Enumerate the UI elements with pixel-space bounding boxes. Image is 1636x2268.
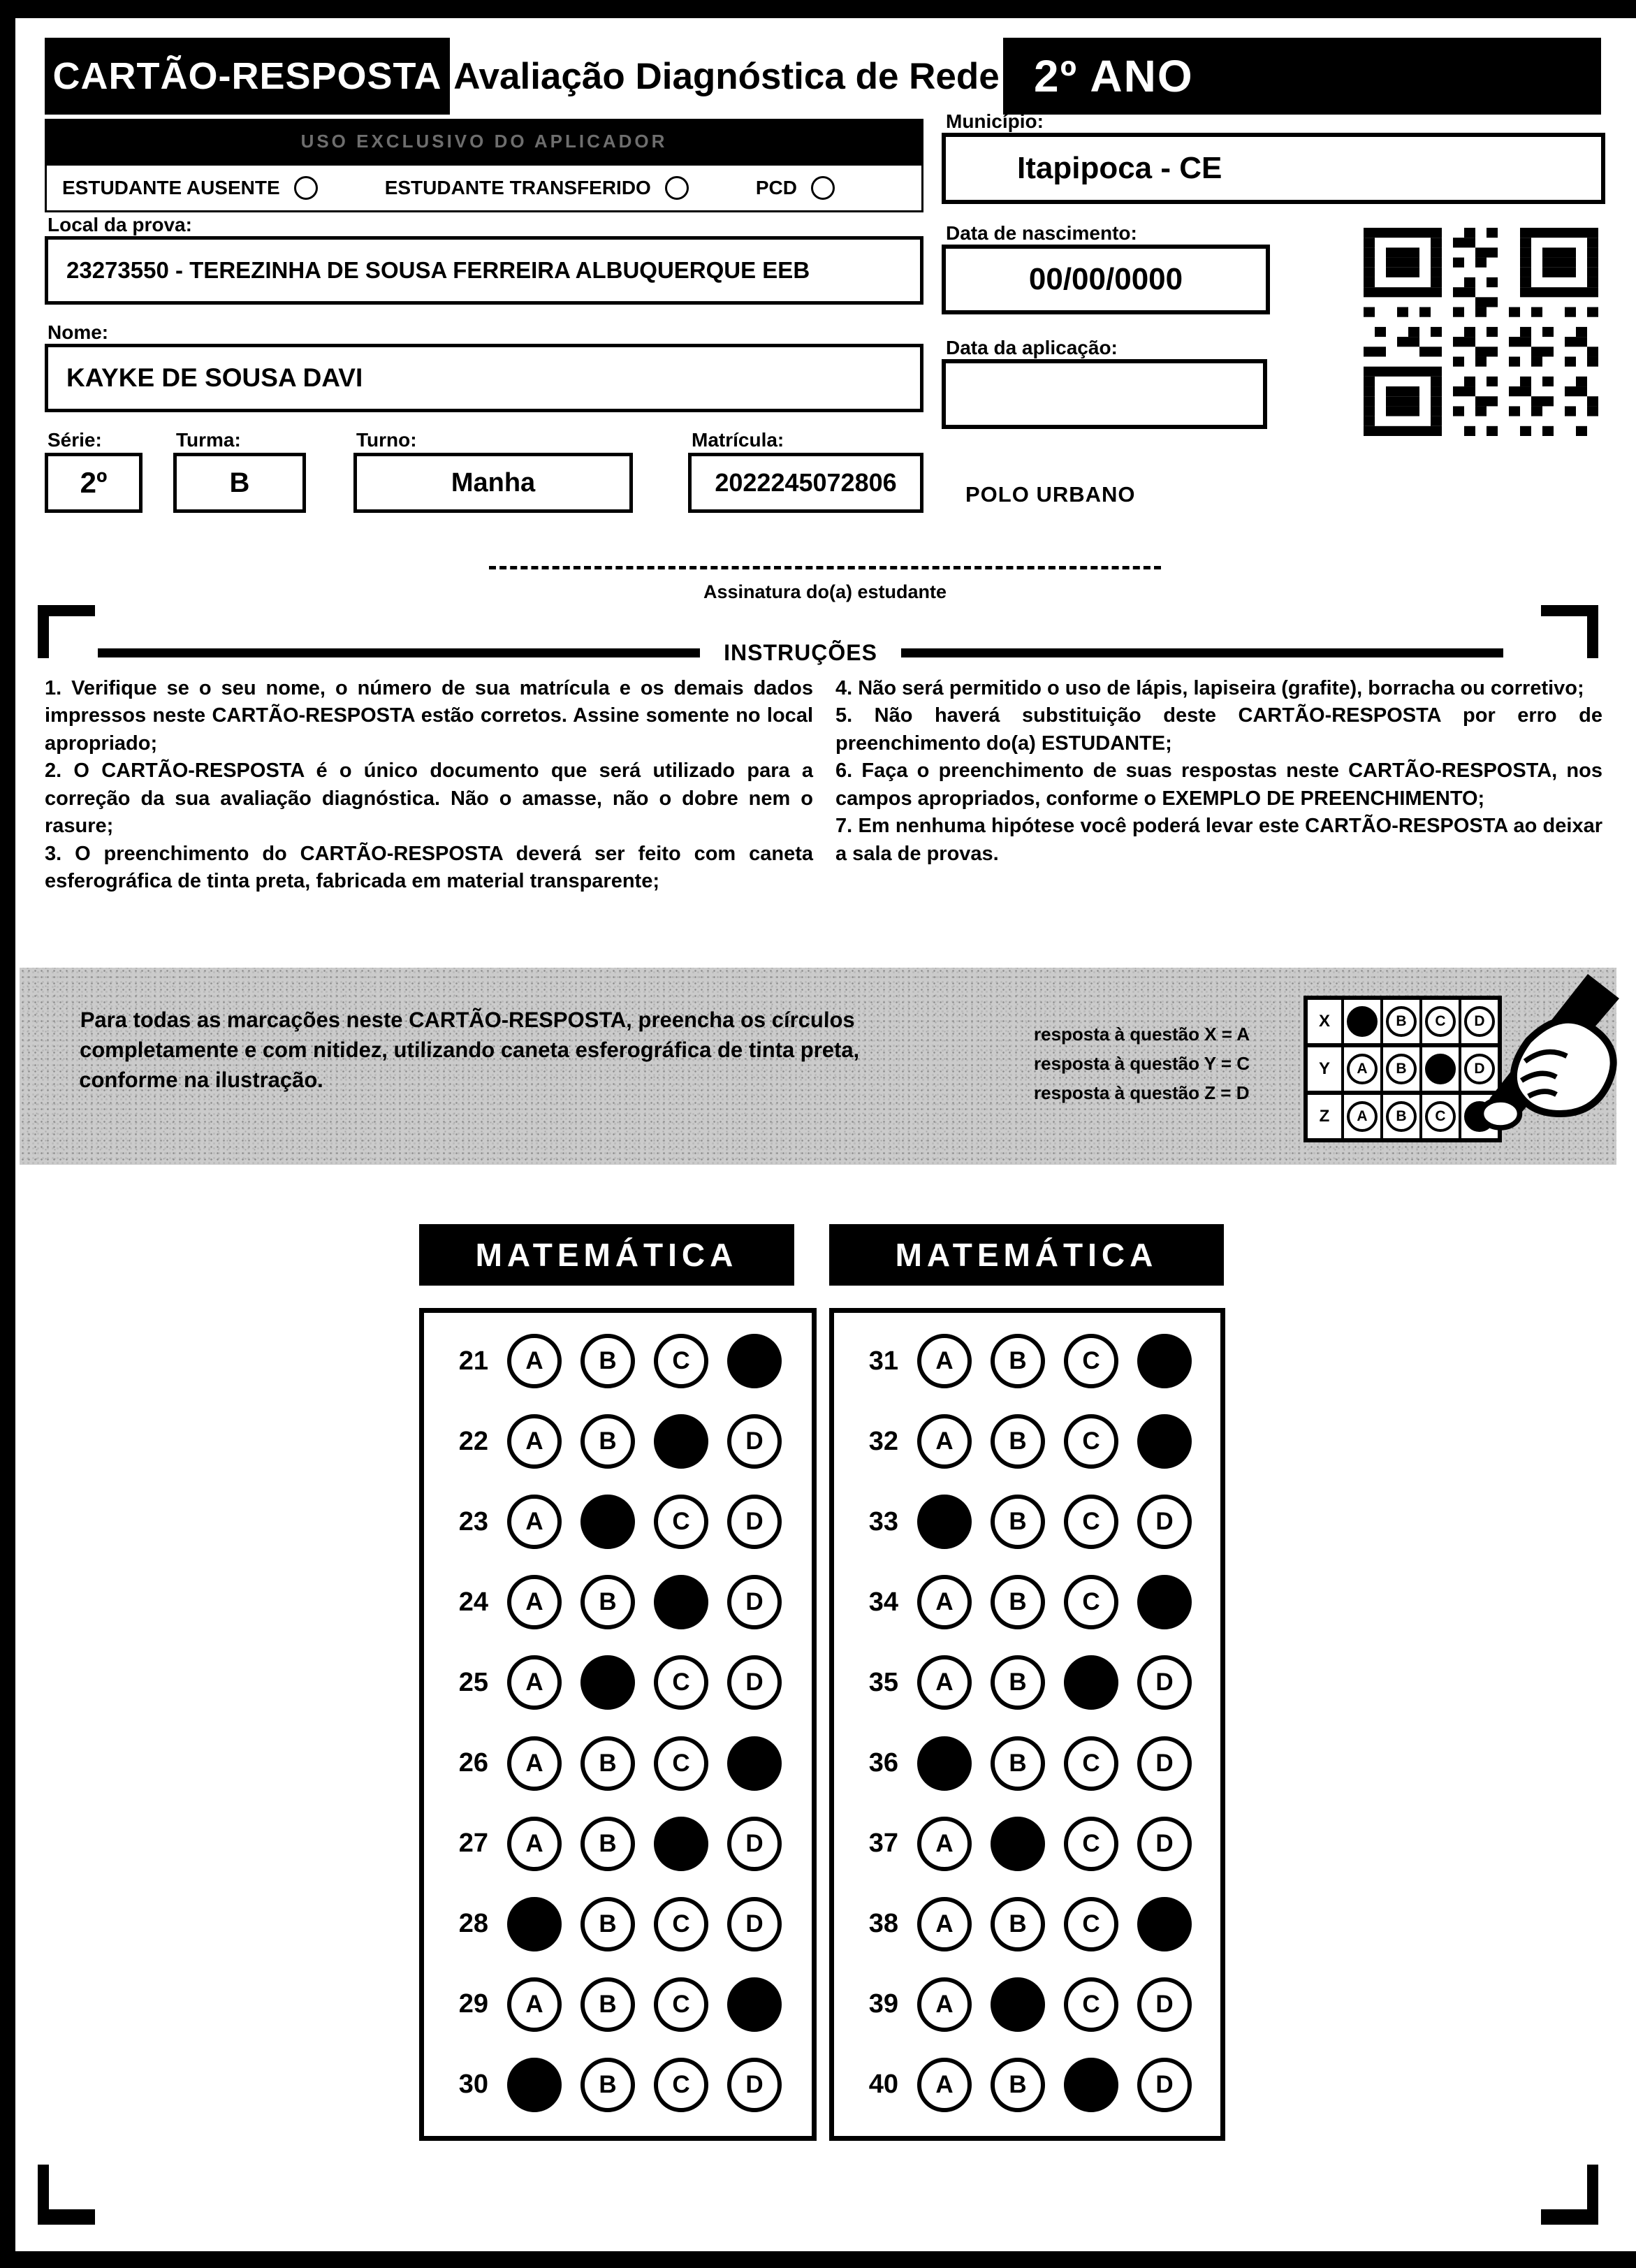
bubble-letter: A <box>935 1347 954 1374</box>
bubble-letter: B <box>599 2070 617 2098</box>
answer-row-22 <box>444 1414 805 1469</box>
bubble-27-d[interactable] <box>727 1817 782 1871</box>
bubble-36-d[interactable] <box>1137 1736 1192 1791</box>
bubble-37-a[interactable] <box>917 1817 972 1871</box>
instructions-header <box>45 640 1601 665</box>
question-number: 24 <box>458 1587 488 1617</box>
bubble-40-b[interactable] <box>991 2058 1045 2112</box>
bubble-letter: B <box>1009 1910 1027 1938</box>
example-bubble-z-c: C <box>1425 1101 1456 1132</box>
turno-label: Turno: <box>356 429 417 451</box>
scan-edge-left <box>0 0 15 2268</box>
applicator-option-estudante-ausente <box>62 176 318 200</box>
answer-row-23 <box>444 1495 805 1549</box>
bubble-30-d[interactable] <box>727 2058 782 2112</box>
polo-urbano-label: POLO URBANO <box>965 482 1136 507</box>
instructions-column-left <box>45 675 813 896</box>
bubble-letter: D <box>1155 1669 1174 1696</box>
question-number: 34 <box>868 1587 898 1617</box>
bubble-26-c[interactable] <box>654 1736 708 1791</box>
bubble-letter: B <box>599 1588 617 1616</box>
bubble-35-d[interactable] <box>1137 1655 1192 1710</box>
answer-row-40 <box>854 2058 1213 2112</box>
bubble-letter: A <box>525 1749 543 1777</box>
bubble-letter: B <box>599 1910 617 1938</box>
question-number: 23 <box>458 1506 488 1536</box>
bubble-letter: B <box>1009 1669 1027 1696</box>
estudante-ausente-circle[interactable] <box>294 176 318 200</box>
bubble-36-a[interactable] <box>917 1736 972 1791</box>
bubble-32-d[interactable] <box>1137 1414 1192 1469</box>
bubble-letter: A <box>525 1588 543 1616</box>
question-number: 25 <box>458 1667 488 1697</box>
answer-row-31 <box>854 1334 1213 1388</box>
example-bubble-x-b: B <box>1386 1006 1417 1037</box>
bubble-33-a[interactable] <box>917 1495 972 1549</box>
bubble-letter: A <box>525 1508 543 1536</box>
example-bubble-y-b: B <box>1386 1054 1417 1084</box>
bubble-37-c[interactable] <box>1064 1817 1118 1871</box>
answer-row-30 <box>444 2058 805 2112</box>
grade-label: 2º ANO <box>1034 51 1194 101</box>
bubble-24-d[interactable] <box>727 1575 782 1629</box>
bubble-36-b[interactable] <box>991 1736 1045 1791</box>
matricula-value: 2022245072806 <box>688 453 923 513</box>
bubble-letter: A <box>525 1427 543 1455</box>
answer-row-37 <box>854 1817 1213 1871</box>
nascimento-label: Data de nascimento: <box>946 222 1137 244</box>
bubble-30-b[interactable] <box>580 2058 635 2112</box>
bubble-38-c[interactable] <box>1064 1897 1118 1951</box>
instruction-item: 7. Em nenhuma hipótese você poderá levar este CARTÃO-RESPOSTA ao deixar a sala de provas. <box>835 815 1602 865</box>
bubble-letter: A <box>525 1669 543 1696</box>
answers-grid-31-40 <box>829 1308 1225 2141</box>
local-da-prova-label: Local da prova: <box>48 214 192 235</box>
municipio-value: Itapipoca - CE <box>942 133 1605 204</box>
bubble-39-a[interactable] <box>917 1977 972 2032</box>
bubble-23-b[interactable] <box>580 1495 635 1549</box>
question-number: 26 <box>458 1748 488 1778</box>
bubble-28-a[interactable] <box>507 1897 562 1951</box>
example-bubble-x-d: D <box>1464 1006 1495 1037</box>
example-cell <box>1380 1000 1419 1043</box>
bubble-letter: B <box>599 1347 617 1374</box>
bubble-31-c[interactable] <box>1064 1334 1118 1388</box>
bubble-letter: B <box>1009 1427 1027 1455</box>
example-bubble-z-a: A <box>1347 1101 1378 1132</box>
fill-example-text: Para todas as marcações neste CARTÃO-RESPOSTA, preencha os círculos completamente e com nitidez, utilizando caneta esferográfica de tinta preta, conforme na ilustração. <box>78 1008 860 1092</box>
pcd-circle[interactable] <box>811 176 835 200</box>
fill-example-legend-line: resposta à questão Z = D <box>1034 1082 1250 1104</box>
question-number: 32 <box>868 1426 898 1456</box>
bubble-26-b[interactable] <box>580 1736 635 1791</box>
example-bubble-y-d: D <box>1464 1054 1495 1084</box>
bubble-34-b[interactable] <box>991 1575 1045 1629</box>
nome-value: KAYKE DE SOUSA DAVI <box>45 344 923 412</box>
scan-edge-bottom <box>0 2251 1636 2268</box>
bubble-letter: D <box>1155 1508 1174 1536</box>
bubble-letter: B <box>599 1427 617 1455</box>
bubble-33-d[interactable] <box>1137 1495 1192 1549</box>
bubble-letter: D <box>745 1669 764 1696</box>
bubble-letter: D <box>1155 2070 1174 2098</box>
instruction-item: 2. O CARTÃO-RESPOSTA é o único documento que será utilizado para a correção da sua avaliação diagnóstica. Não o amasse, não o dobre nem o rasure; <box>45 759 813 838</box>
bubble-37-d[interactable] <box>1137 1817 1192 1871</box>
answer-row-34 <box>854 1575 1213 1629</box>
bubble-29-b[interactable] <box>580 1977 635 2032</box>
answer-row-27 <box>444 1817 805 1871</box>
bubble-27-b[interactable] <box>580 1817 635 1871</box>
bubble-letter: B <box>599 1749 617 1777</box>
bubble-letter: C <box>672 1508 690 1536</box>
bubble-letter: D <box>745 1588 764 1616</box>
aplicacao-label: Data da aplicação: <box>946 337 1118 358</box>
bubble-25-d[interactable] <box>727 1655 782 1710</box>
bubble-letter: C <box>672 1669 690 1696</box>
bubble-34-d[interactable] <box>1137 1575 1192 1629</box>
instruction-item: 4. Não será permitido o uso de lápis, lapiseira (grafite), borracha ou corretivo; <box>835 677 1584 699</box>
bubble-38-b[interactable] <box>991 1897 1045 1951</box>
bubble-letter: C <box>672 1990 690 2018</box>
applicator-bar: USO EXCLUSIVO DO APLICADOR <box>45 119 923 163</box>
bubble-31-d[interactable] <box>1137 1334 1192 1388</box>
exam-title: Avaliação Diagnóstica de Rede <box>450 38 1003 115</box>
bubble-letter: A <box>935 1829 954 1857</box>
bubble-29-c[interactable] <box>654 1977 708 2032</box>
example-row-label: Y <box>1318 1059 1330 1078</box>
corner-mark-bottom-left <box>38 2165 95 2225</box>
bubble-letter: B <box>1009 1749 1027 1777</box>
instruction-item: 6. Faça o preenchimento de suas respostas neste CARTÃO-RESPOSTA, nos campos apropriados, conforme o EXEMPLO DE PREENCHIMENTO; <box>835 759 1602 810</box>
bubble-40-a[interactable] <box>917 2058 972 2112</box>
bubble-21-b[interactable] <box>580 1334 635 1388</box>
bubble-34-a[interactable] <box>917 1575 972 1629</box>
question-number: 40 <box>868 2070 898 2100</box>
answer-row-36 <box>854 1736 1213 1791</box>
bubble-letter: C <box>672 1749 690 1777</box>
answer-row-28 <box>444 1897 805 1951</box>
question-number: 27 <box>458 1829 488 1859</box>
bubble-23-d[interactable] <box>727 1495 782 1549</box>
bubble-letter: D <box>745 1829 764 1857</box>
answer-row-35 <box>854 1655 1213 1710</box>
bubble-letter: B <box>1009 2070 1027 2098</box>
instructions-title: INSTRUÇÕES <box>724 639 877 665</box>
answer-row-39 <box>854 1977 1213 2032</box>
local-da-prova-value: 23273550 - TEREZINHA DE SOUSA FERREIRA ALBUQUERQUE EEB <box>45 236 923 305</box>
question-number: 31 <box>868 1346 898 1376</box>
bubble-letter: A <box>935 1588 954 1616</box>
instructions-column-right <box>835 675 1602 868</box>
bubble-letter: C <box>1082 1588 1100 1616</box>
bubble-24-c[interactable] <box>654 1575 708 1629</box>
answer-row-32 <box>854 1414 1213 1469</box>
answer-row-38 <box>854 1897 1213 1951</box>
turma-value: B <box>173 453 306 513</box>
bubble-letter: B <box>1009 1347 1027 1374</box>
example-bubble-z-b: B <box>1386 1101 1417 1132</box>
aplicacao-value <box>942 359 1267 429</box>
bubble-letter: D <box>745 2070 764 2098</box>
bubble-29-d[interactable] <box>727 1977 782 2032</box>
bubble-40-d[interactable] <box>1137 2058 1192 2112</box>
bubble-letter: C <box>672 1347 690 1374</box>
example-cell <box>1341 1047 1380 1091</box>
example-cell <box>1341 1000 1380 1043</box>
bubble-35-a[interactable] <box>917 1655 972 1710</box>
corner-mark-bottom-right <box>1541 2165 1598 2225</box>
applicator-option-label: PCD <box>755 177 797 198</box>
bubble-32-b[interactable] <box>991 1414 1045 1469</box>
bubble-23-c[interactable] <box>654 1495 708 1549</box>
bubble-39-c[interactable] <box>1064 1977 1118 2032</box>
bubble-letter: C <box>1082 1829 1100 1857</box>
example-row-label: Z <box>1319 1107 1330 1126</box>
bubble-27-c[interactable] <box>654 1817 708 1871</box>
qr-code <box>1364 228 1598 436</box>
municipio-label: Município: <box>946 110 1044 132</box>
example-cell <box>1380 1047 1419 1091</box>
bubble-24-b[interactable] <box>580 1575 635 1629</box>
bubble-32-a[interactable] <box>917 1414 972 1469</box>
subject-header-2: MATEMÁTICA <box>829 1224 1224 1286</box>
fill-example-legend <box>1034 1019 1250 1107</box>
bubble-26-a[interactable] <box>507 1736 562 1791</box>
bubble-35-c[interactable] <box>1064 1655 1118 1710</box>
matricula-label: Matrícula: <box>692 429 784 451</box>
question-number: 29 <box>458 1989 488 2019</box>
bubble-letter: B <box>1009 1508 1027 1536</box>
example-bubble-x-c: C <box>1425 1006 1456 1037</box>
question-number: 38 <box>868 1909 898 1939</box>
bubble-38-d[interactable] <box>1137 1897 1192 1951</box>
bubble-letter: D <box>745 1427 764 1455</box>
instruction-item: 5. Não haverá substituição deste CARTÃO-RESPOSTA por erro de preenchimento do(a) ESTUDANTE; <box>835 704 1602 755</box>
bubble-31-a[interactable] <box>917 1334 972 1388</box>
question-number: 35 <box>868 1667 898 1697</box>
bubble-letter: C <box>1082 1749 1100 1777</box>
bubble-34-c[interactable] <box>1064 1575 1118 1629</box>
bubble-22-a[interactable] <box>507 1414 562 1469</box>
estudante-transferido-circle[interactable] <box>665 176 689 200</box>
bubble-32-c[interactable] <box>1064 1414 1118 1469</box>
bubble-letter: C <box>672 2070 690 2098</box>
bubble-letter: A <box>525 1829 543 1857</box>
bubble-27-a[interactable] <box>507 1817 562 1871</box>
bubble-22-b[interactable] <box>580 1414 635 1469</box>
bubble-25-a[interactable] <box>507 1655 562 1710</box>
bubble-33-b[interactable] <box>991 1495 1045 1549</box>
bubble-38-a[interactable] <box>917 1897 972 1951</box>
bubble-letter: A <box>935 1427 954 1455</box>
turno-value: Manha <box>353 453 633 513</box>
question-number: 39 <box>868 1989 898 2019</box>
example-row-label: X <box>1318 1012 1330 1031</box>
hand-pen-illustration <box>1420 973 1630 1149</box>
question-number: 36 <box>868 1748 898 1778</box>
bubble-letter: B <box>599 1829 617 1857</box>
serie-value: 2º <box>45 453 143 513</box>
bubble-30-a[interactable] <box>507 2058 562 2112</box>
bubble-letter: D <box>1155 1990 1174 2018</box>
bubble-letter: C <box>1082 1990 1100 2018</box>
bubble-letter: B <box>599 1990 617 2018</box>
bubble-31-b[interactable] <box>991 1334 1045 1388</box>
card-title: CARTÃO-RESPOSTA <box>52 55 442 97</box>
nascimento-value: 00/00/0000 <box>942 245 1270 314</box>
question-number: 33 <box>868 1506 898 1536</box>
bubble-39-b[interactable] <box>991 1977 1045 2032</box>
bubble-22-c[interactable] <box>654 1414 708 1469</box>
answer-row-26 <box>444 1736 805 1791</box>
question-number: 28 <box>458 1909 488 1939</box>
bubble-letter: A <box>935 1910 954 1938</box>
bubble-letter: C <box>1082 1508 1100 1536</box>
bubble-letter: C <box>1082 1427 1100 1455</box>
bubble-letter: D <box>1155 1829 1174 1857</box>
bubble-letter: D <box>745 1508 764 1536</box>
answer-row-21 <box>444 1334 805 1388</box>
bubble-37-b[interactable] <box>991 1817 1045 1871</box>
answer-row-25 <box>444 1655 805 1710</box>
instruction-item: 1. Verifique se o seu nome, o número de sua matrícula e os demais dados impressos neste CARTÃO-RESPOSTA estão corretos. Assine somente no local apropriado; <box>45 677 813 755</box>
answer-row-29 <box>444 1977 805 2032</box>
fill-example-legend-line: resposta à questão Y = C <box>1034 1053 1250 1075</box>
instruction-item: 3. O preenchimento do CARTÃO-RESPOSTA deverá ser feito com caneta esferográfica de tinta preta, fabricada em material transparente; <box>45 842 813 893</box>
fill-example-band <box>20 968 1616 1165</box>
bubble-letter: A <box>935 1669 954 1696</box>
bubble-28-d[interactable] <box>727 1897 782 1951</box>
bubble-28-c[interactable] <box>654 1897 708 1951</box>
applicator-option-label: ESTUDANTE TRANSFERIDO <box>384 177 651 198</box>
bubble-23-a[interactable] <box>507 1495 562 1549</box>
bubble-25-b[interactable] <box>580 1655 635 1710</box>
answer-row-33 <box>854 1495 1213 1549</box>
bubble-33-c[interactable] <box>1064 1495 1118 1549</box>
bubble-35-b[interactable] <box>991 1655 1045 1710</box>
bubble-24-a[interactable] <box>507 1575 562 1629</box>
bubble-30-c[interactable] <box>654 2058 708 2112</box>
instructions-rule-right <box>901 648 1503 657</box>
serie-label: Série: <box>48 429 102 451</box>
example-cell <box>1380 1095 1419 1138</box>
example-bubble-x-a <box>1347 1006 1378 1037</box>
bubble-26-d[interactable] <box>727 1736 782 1791</box>
applicator-option-estudante-transferido <box>385 176 689 200</box>
signature-label: Assinatura do(a) estudante <box>703 581 947 602</box>
bubble-letter: C <box>672 1910 690 1938</box>
bubble-39-d[interactable] <box>1137 1977 1192 2032</box>
applicator-option-label: ESTUDANTE AUSENTE <box>62 177 280 198</box>
question-number: 22 <box>458 1426 488 1456</box>
turma-label: Turma: <box>176 429 241 451</box>
applicator-options-row <box>45 163 923 212</box>
bubble-36-c[interactable] <box>1064 1736 1118 1791</box>
bubble-letter: B <box>1009 1588 1027 1616</box>
bubble-letter: C <box>1082 1347 1100 1374</box>
question-number: 37 <box>868 1829 898 1859</box>
answer-row-24 <box>444 1575 805 1629</box>
signature-line[interactable] <box>489 566 1161 569</box>
example-cell <box>1341 1095 1380 1138</box>
bubble-29-a[interactable] <box>507 1977 562 2032</box>
bubble-28-b[interactable] <box>580 1897 635 1951</box>
bubble-letter: C <box>1082 1910 1100 1938</box>
bubble-letter: A <box>525 1990 543 2018</box>
fill-example-legend-line: resposta à questão X = A <box>1034 1024 1250 1045</box>
bubble-21-d[interactable] <box>727 1334 782 1388</box>
question-number: 30 <box>458 2070 488 2100</box>
subject-header-1: MATEMÁTICA <box>419 1224 794 1286</box>
bubble-letter: A <box>935 2070 954 2098</box>
bubble-21-a[interactable] <box>507 1334 562 1388</box>
header <box>45 38 1601 115</box>
example-bubble-y-a: A <box>1347 1054 1378 1084</box>
bubble-letter: A <box>525 1347 543 1374</box>
bubble-letter: D <box>1155 1749 1174 1777</box>
applicator-option-pcd <box>756 176 835 200</box>
bubble-25-c[interactable] <box>654 1655 708 1710</box>
scan-edge-top <box>0 0 1636 18</box>
bubble-letter: D <box>745 1910 764 1938</box>
instructions-rule-left <box>98 648 700 657</box>
bubble-40-c[interactable] <box>1064 2058 1118 2112</box>
question-number: 21 <box>458 1346 488 1376</box>
nome-label: Nome: <box>48 321 109 343</box>
bubble-21-c[interactable] <box>654 1334 708 1388</box>
bubble-letter: A <box>935 1990 954 2018</box>
bubble-22-d[interactable] <box>727 1414 782 1469</box>
answers-grid-21-30 <box>419 1308 817 2141</box>
